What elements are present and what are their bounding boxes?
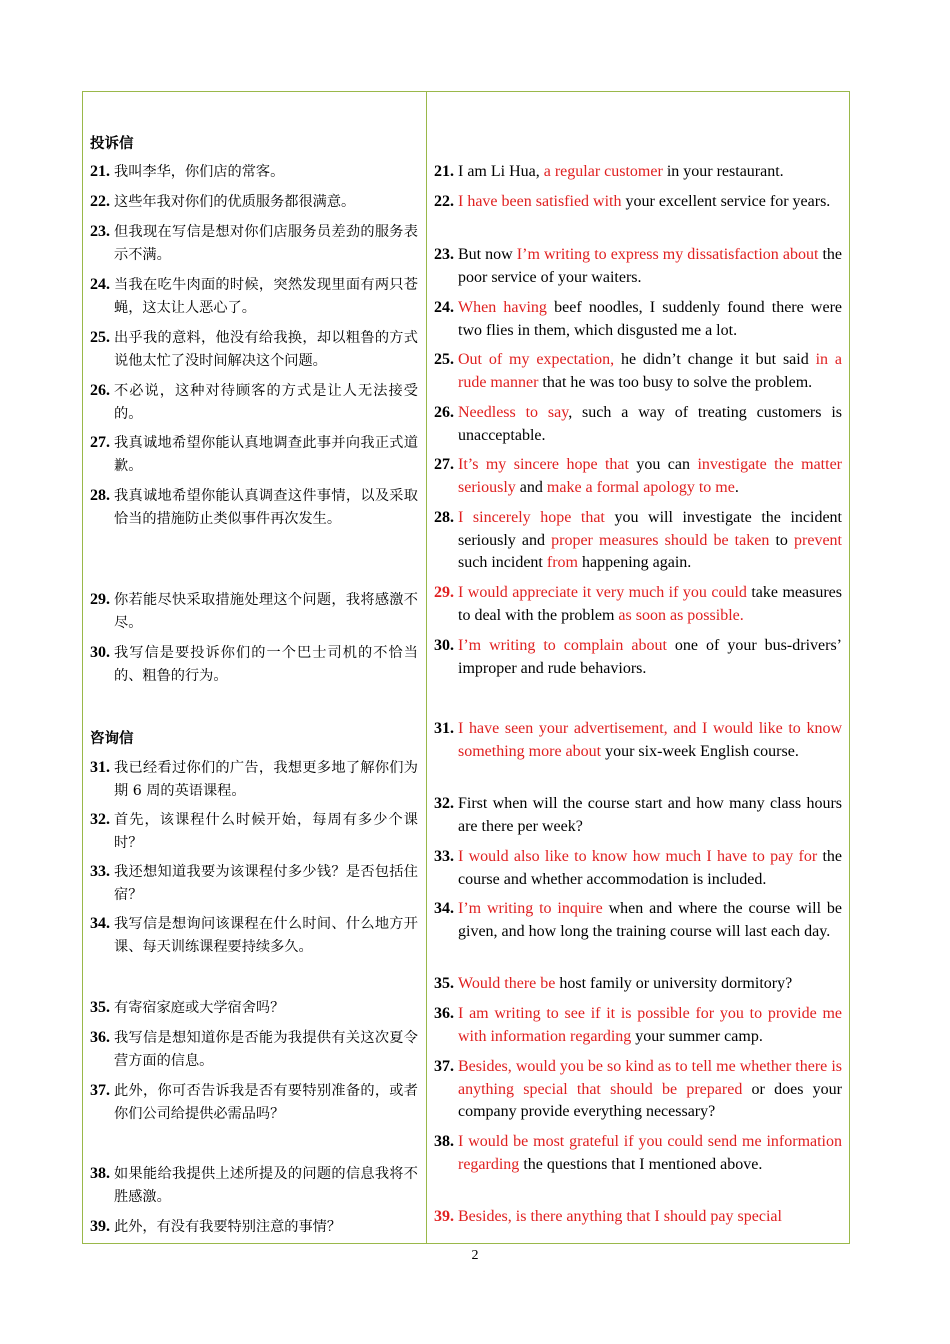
- plain-phrase: beef noodles, I suddenly found there were two flies in them, which disgusted me a lot.: [458, 299, 842, 339]
- chinese-column: [90, 91, 418, 1244]
- sentence-text: 出乎我的意料，他没有给我换，却以粗鲁的方式说他太忙了没时间解决这个问题。: [114, 330, 418, 369]
- sentence-text: 我还想知道我要为该课程付多少钱？是否包括住宿？: [114, 864, 418, 903]
- sentence-text: 这些年我对你们的优质服务都很满意。: [114, 194, 356, 210]
- english-column: [434, 91, 842, 1244]
- plain-phrase: take measures to deal with the problem: [458, 584, 842, 624]
- sentence-number: 22.: [434, 193, 454, 210]
- sentence-number: 39.: [434, 1208, 454, 1225]
- sentence-number: 34.: [434, 900, 454, 917]
- sentence-number: 27.: [434, 456, 454, 473]
- sentence-number: 29.: [434, 584, 454, 601]
- highlighted-phrase: I am writing to see if it is possible for you to provide me with information regarding: [458, 1005, 842, 1045]
- plain-phrase: you can: [628, 456, 698, 473]
- sentence-number: 24.: [90, 276, 110, 293]
- sentence-number: 33.: [90, 863, 110, 880]
- sentence-text: 但我现在写信是想对你们店服务员差劲的服务表示不满。: [114, 224, 418, 263]
- chinese-sentence: [90, 642, 418, 687]
- english-sentence: [434, 244, 842, 289]
- plain-phrase: one of your bus-drivers’ improper and rude behaviors.: [458, 637, 842, 677]
- chinese-sentence: [90, 1080, 418, 1125]
- chinese-sentence: [90, 221, 418, 266]
- english-sentence: [434, 793, 842, 838]
- sentence-number: 23.: [434, 246, 454, 263]
- sentence-number: 22.: [90, 193, 110, 210]
- sentence-number: 28.: [90, 487, 110, 504]
- highlighted-phrase: a regular customer: [543, 163, 663, 180]
- chinese-sentence: [90, 1027, 418, 1072]
- sentence-number: 37.: [434, 1058, 454, 1075]
- sentence-text: [458, 1003, 842, 1048]
- section-title-complaint: 投诉信: [90, 135, 134, 152]
- sentence-number: 36.: [90, 1029, 110, 1046]
- highlighted-phrase: I would also like to know how much I have to pay for: [458, 848, 818, 865]
- chinese-sentence: [90, 861, 418, 906]
- sentence-text: [458, 582, 842, 627]
- english-sentence: [434, 1003, 842, 1048]
- sentence-text: 我写信是想知道你是否能为我提供有关这次夏令营方面的信息。: [114, 1030, 418, 1069]
- sentence-text: [458, 297, 842, 342]
- english-sentence: [434, 898, 842, 943]
- sentence-number: 28.: [434, 509, 454, 526]
- highlighted-phrase: Needless to say: [458, 404, 569, 421]
- english-sentence: [434, 1131, 842, 1176]
- sentence-number: 24.: [434, 299, 454, 316]
- chinese-sentence: [90, 913, 418, 958]
- sentence-text: [458, 191, 842, 214]
- plain-phrase: your excellent service for years.: [621, 193, 831, 210]
- highlighted-phrase: investigate the matter seriously: [458, 456, 842, 496]
- sentence-number: 26.: [434, 404, 454, 421]
- english-sentence: [434, 191, 842, 214]
- highlighted-phrase: When having: [458, 299, 547, 316]
- plain-phrase: , such a way of treating customers is unacceptable.: [458, 404, 842, 444]
- chinese-sentence: [90, 997, 418, 1020]
- sentence-number: 35.: [434, 975, 454, 992]
- chinese-sentence: [90, 757, 418, 802]
- plain-phrase: your summer camp.: [631, 1027, 763, 1045]
- sentence-text: [458, 349, 842, 394]
- sentence-text: [458, 973, 842, 996]
- plain-phrase: .: [734, 478, 739, 496]
- sentence-number: 35.: [90, 999, 110, 1016]
- sentence-number: 25.: [90, 329, 110, 346]
- english-sentence: [434, 349, 842, 394]
- english-sentence: [434, 454, 842, 499]
- sentence-text: [458, 244, 842, 289]
- sentence-text: 不必说，这种对待顾客的方式是让人无法接受的。: [114, 383, 418, 422]
- sentence-text: [458, 898, 842, 943]
- sentence-text: 我真诚地希望你能认真地调查此事并向我正式道歉。: [114, 435, 418, 474]
- plain-phrase: he didn’t change it but said: [614, 351, 816, 368]
- plain-phrase: such incident: [458, 554, 547, 571]
- sentence-text: 如果能给我提供上述所提及的问题的信息我将不胜感激。: [114, 1166, 418, 1205]
- chinese-sentence: [90, 1216, 418, 1239]
- sentence-number: 34.: [90, 915, 110, 932]
- chinese-sentence: [90, 161, 418, 184]
- english-sentence: [434, 161, 842, 184]
- chinese-sentence: [90, 589, 418, 634]
- sentence-text: 有寄宿家庭或大学宿舍吗？: [114, 1000, 285, 1016]
- sentence-number: 25.: [434, 351, 454, 368]
- column-divider: [426, 91, 427, 1244]
- sentence-text: [458, 635, 842, 680]
- english-sentence: [434, 846, 842, 891]
- plain-phrase: or does your company provide everything necessary?: [458, 1080, 842, 1120]
- plain-phrase: when and where the course will be given, and how long the training course will last each day.: [458, 900, 842, 940]
- english-sentence: [434, 1206, 842, 1229]
- sentence-text: [458, 1206, 842, 1229]
- english-sentence: [434, 1056, 842, 1124]
- sentence-text: 你若能尽快采取措施处理这个问题，我将感激不尽。: [114, 592, 418, 631]
- sentence-text: 我已经看过你们的广告，我想更多地了解你们为期 6 周的英语课程。: [114, 760, 418, 799]
- highlighted-phrase: It’s my sincere hope that: [458, 456, 629, 473]
- page-number: 2: [471, 1248, 479, 1263]
- highlighted-phrase: as soon as possible.: [618, 606, 744, 624]
- highlighted-phrase: I would be most grateful if you could send me information regarding: [458, 1133, 842, 1173]
- sentence-text: 首先，该课程什么时候开始，每周有多少个课时？: [114, 812, 418, 851]
- sentence-number: 38.: [90, 1165, 110, 1182]
- sentence-text: 我写信是要投诉你们的一个巴士司机的不恰当的、粗鲁的行为。: [114, 645, 418, 684]
- highlighted-phrase: I’m writing to express my dissatisfaction about: [516, 246, 819, 263]
- sentence-text: [458, 507, 842, 575]
- english-sentence: [434, 718, 842, 763]
- english-sentence: [434, 582, 842, 627]
- highlighted-phrase: proper measures should be taken: [551, 531, 770, 549]
- plain-phrase: your six-week English course.: [601, 742, 799, 760]
- highlighted-phrase: prevent: [794, 531, 842, 549]
- plain-phrase: the questions that I mentioned above.: [519, 1155, 763, 1173]
- highlighted-phrase: Besides, would you be so kind as to tell me whether there is anything special that should be prepared: [458, 1058, 842, 1098]
- highlighted-phrase: I’m writing to inquire: [458, 900, 603, 917]
- chinese-sentence: [90, 809, 418, 854]
- english-sentence: [434, 973, 842, 996]
- plain-phrase: to: [769, 531, 795, 549]
- sentence-text: 当我在吃牛肉面的时候，突然发现里面有两只苍蝇，这太让人恶心了。: [114, 277, 418, 316]
- sentence-number: 21.: [90, 163, 110, 180]
- highlighted-phrase: Besides, is there anything that I should pay special: [458, 1208, 782, 1225]
- plain-phrase: you will investigate the incident seriously and: [458, 509, 842, 549]
- english-sentence: [434, 297, 842, 342]
- section-title-inquiry: 咨询信: [90, 730, 134, 747]
- plain-phrase: I am Li Hua,: [458, 163, 544, 180]
- sentence-text: [458, 454, 842, 499]
- sentence-number: 26.: [90, 382, 110, 399]
- plain-phrase: First when will the course start and how many class hours are there per week?: [458, 795, 842, 835]
- highlighted-phrase: make a formal apology to me: [546, 478, 735, 496]
- sentence-number: 30.: [90, 644, 110, 661]
- sentence-text: 此外，有没有我要特别注意的事情？: [114, 1219, 342, 1235]
- chinese-sentence: [90, 327, 418, 372]
- highlighted-phrase: in a rude manner: [458, 351, 842, 391]
- sentence-number: 30.: [434, 637, 454, 654]
- sentence-number: 36.: [434, 1005, 454, 1022]
- plain-phrase: But now: [458, 246, 517, 263]
- plain-phrase: and: [515, 478, 547, 496]
- sentence-text: [458, 402, 842, 447]
- sentence-number: 31.: [434, 720, 454, 737]
- plain-phrase: happening again.: [577, 554, 692, 571]
- sentence-text: [458, 1131, 842, 1176]
- sentence-text: 我真诚地希望你能认真调查这件事情，以及采取恰当的措施防止类似事件再次发生。: [114, 488, 418, 527]
- sentence-text: [458, 161, 842, 184]
- sentence-number: 32.: [434, 795, 454, 812]
- sentence-text: 此外，你可否告诉我是否有要特别准备的，或者你们公司给提供必需品吗？: [114, 1083, 418, 1122]
- english-sentence: [434, 635, 842, 680]
- highlighted-phrase: I have seen your advertisement, and I would like to know something more about: [458, 720, 842, 760]
- sentence-number: 37.: [90, 1082, 110, 1099]
- sentence-text: 我叫李华，你们店的常客。: [114, 164, 285, 180]
- highlighted-phrase: I have been satisfied with: [458, 193, 622, 210]
- sentence-number: 33.: [434, 848, 454, 865]
- highlighted-phrase: Would there be: [458, 975, 556, 992]
- sentence-text: 我写信是想询问该课程在什么时间、什么地方开课、每天训练课程要持续多久。: [114, 916, 418, 955]
- highlighted-phrase: I’m writing to complain about: [458, 637, 667, 654]
- chinese-sentence: [90, 432, 418, 477]
- highlighted-phrase: I sincerely hope that: [458, 509, 605, 526]
- plain-phrase: the poor service of your waiters.: [458, 246, 842, 286]
- sentence-number: 31.: [90, 759, 110, 776]
- highlighted-phrase: Out of my expectation,: [458, 351, 615, 368]
- sentence-text: [458, 718, 842, 763]
- highlighted-phrase: from: [546, 554, 578, 571]
- chinese-sentence: [90, 274, 418, 319]
- sentence-number: 38.: [434, 1133, 454, 1150]
- english-sentence: [434, 402, 842, 447]
- highlighted-phrase: I would appreciate it very much if you could: [458, 584, 747, 601]
- sentence-number: 23.: [90, 223, 110, 240]
- chinese-sentence: [90, 380, 418, 425]
- sentence-text: [458, 1056, 842, 1124]
- english-sentence: [434, 507, 842, 575]
- plain-phrase: in your restaurant.: [662, 163, 784, 180]
- chinese-sentence: [90, 1163, 418, 1208]
- plain-phrase: host family or university dormitory?: [555, 975, 793, 992]
- chinese-sentence: [90, 485, 418, 530]
- sentence-number: 27.: [90, 434, 110, 451]
- sentence-text: [458, 793, 842, 838]
- plain-phrase: the course and whether accommodation is included.: [458, 848, 842, 888]
- sentence-number: 39.: [90, 1218, 110, 1235]
- sentence-number: 29.: [90, 591, 110, 608]
- sentence-number: 32.: [90, 811, 110, 828]
- sentence-text: [458, 846, 842, 891]
- sentence-number: 21.: [434, 163, 454, 180]
- chinese-sentence: [90, 191, 418, 214]
- plain-phrase: that he was too busy to solve the problem.: [538, 373, 813, 391]
